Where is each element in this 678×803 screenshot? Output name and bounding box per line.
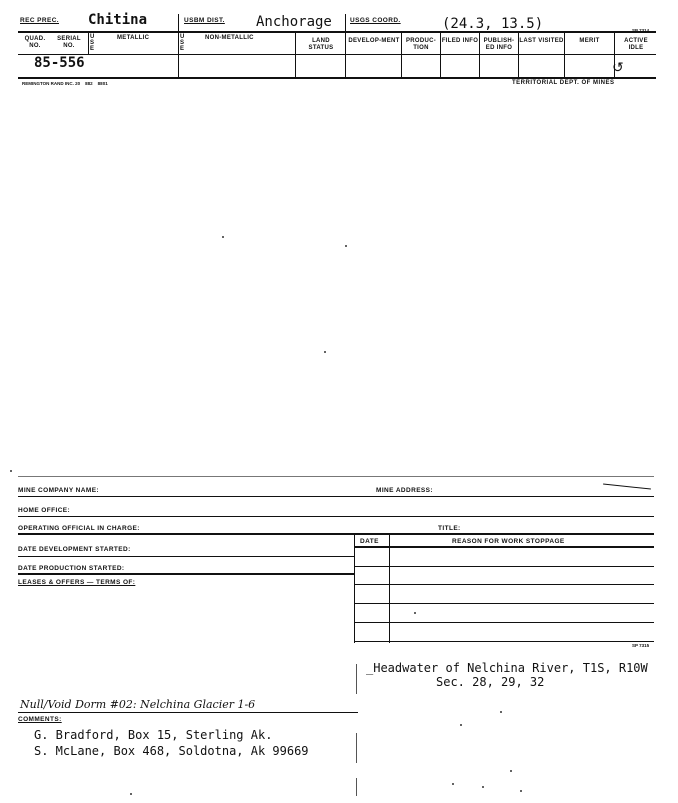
row-rule xyxy=(354,622,654,623)
speck xyxy=(10,470,12,472)
row-rule xyxy=(18,496,654,497)
serial-no-label: SERIAL NO. xyxy=(57,36,81,49)
metallic-use-label: U S E xyxy=(90,34,95,52)
row-rule xyxy=(18,712,358,713)
date-development-label: DATE DEVELOPMENT STARTED: xyxy=(18,546,131,553)
land-status-label: LAND STATUS xyxy=(308,38,334,51)
top-subheader-rule xyxy=(18,54,656,55)
development-label: DEVELOP-MENT xyxy=(348,38,400,44)
top-bottom-rule xyxy=(18,77,656,79)
speck xyxy=(510,770,512,772)
mine-address-label: MINE ADDRESS: xyxy=(376,487,433,494)
location-line-1: _Headwater of Nelchina River, T1S, R10W xyxy=(366,661,648,675)
speck xyxy=(222,236,224,238)
speck xyxy=(520,790,522,792)
pen-mark: ↺ xyxy=(612,60,624,76)
row-rule xyxy=(354,584,654,585)
rec-prec-value: Chitina xyxy=(88,12,148,28)
merit-label: MERIT xyxy=(579,38,600,44)
speck xyxy=(482,786,484,788)
speck xyxy=(324,351,326,353)
leases-label: LEASES & OFFERS — TERMS OF: xyxy=(18,579,136,586)
edge-mark xyxy=(356,664,357,694)
row-rule xyxy=(18,516,654,517)
usgm-dist-value: Anchorage xyxy=(256,14,332,30)
row-rule xyxy=(354,546,654,548)
non-metallic-label: NON-METALLIC xyxy=(205,35,254,41)
row-rule xyxy=(18,533,654,535)
comments-label: COMMENTS: xyxy=(18,716,62,723)
top-header-rule xyxy=(18,31,656,33)
row-rule xyxy=(354,603,654,604)
date-col-label: DATE xyxy=(360,538,379,545)
reason-col-label: REASON FOR WORK STOPPAGE xyxy=(452,538,565,545)
active-idle-label: ACTIVE IDLE xyxy=(624,38,648,51)
top-form-code: SP 7314 xyxy=(632,28,650,33)
col-divider xyxy=(178,14,179,77)
usgs-coord-value: (24.3, 13.5) xyxy=(442,16,544,32)
card-curl xyxy=(603,483,651,489)
speck xyxy=(500,711,502,713)
col-divider xyxy=(354,533,355,643)
speck xyxy=(452,783,454,785)
handwritten-note: Null/Void Dorm #02: Nelchina Glacier 1-6 xyxy=(20,698,256,711)
printer-line: REMINGTON RAND INC. 20 882 8801 xyxy=(22,81,108,86)
speck xyxy=(345,245,347,247)
non-metallic-use-label: U S E xyxy=(180,34,185,52)
row-rule xyxy=(18,573,354,575)
filed-info-label: FILED INFO xyxy=(441,38,479,44)
location-line-2: Sec. 28, 29, 32 xyxy=(436,675,545,689)
title-label: TITLE: xyxy=(438,525,461,532)
last-visited-label: LAST VISITED xyxy=(519,38,564,44)
row-rule xyxy=(18,556,354,557)
col-divider xyxy=(389,533,390,643)
usgs-coord-label: USGS COORD. xyxy=(350,17,401,24)
comment-line-1: G. Bradford, Box 15, Sterling Ak. xyxy=(34,728,273,742)
col-divider xyxy=(88,32,89,54)
operating-official-label: OPERATING OFFICIAL IN CHARGE: xyxy=(18,525,140,532)
mine-company-name-label: MINE COMPANY NAME: xyxy=(18,487,99,494)
row-rule xyxy=(354,566,654,567)
date-production-label: DATE PRODUCTION STARTED: xyxy=(18,565,125,572)
col-divider xyxy=(345,14,346,77)
rec-prec-label: REC PREC. xyxy=(20,17,59,24)
production-label: PRODUC-TION xyxy=(405,38,437,51)
edge-mark xyxy=(356,733,357,763)
speck xyxy=(130,793,132,795)
bottom-form-code: SP 7315 xyxy=(632,643,650,648)
department-line: TERRITORIAL DEPT. OF MINES xyxy=(512,80,615,86)
published-info-label: PUBLISH-ED INFO xyxy=(483,38,515,51)
quad-no-label: QUAD. NO. xyxy=(24,36,46,49)
home-office-label: HOME OFFICE: xyxy=(18,507,71,514)
col-divider xyxy=(295,32,296,77)
card-top-edge xyxy=(18,476,654,477)
row-rule xyxy=(354,641,654,642)
speck xyxy=(414,612,416,614)
metallic-label: METALLIC xyxy=(117,35,150,41)
speck xyxy=(460,724,462,726)
usgm-dist-label: USBM DIST. xyxy=(184,17,225,24)
quad-serial-value: 85-556 xyxy=(34,55,85,71)
edge-mark xyxy=(356,778,357,796)
comment-line-2: S. McLane, Box 468, Soldotna, Ak 99669 xyxy=(34,744,309,758)
